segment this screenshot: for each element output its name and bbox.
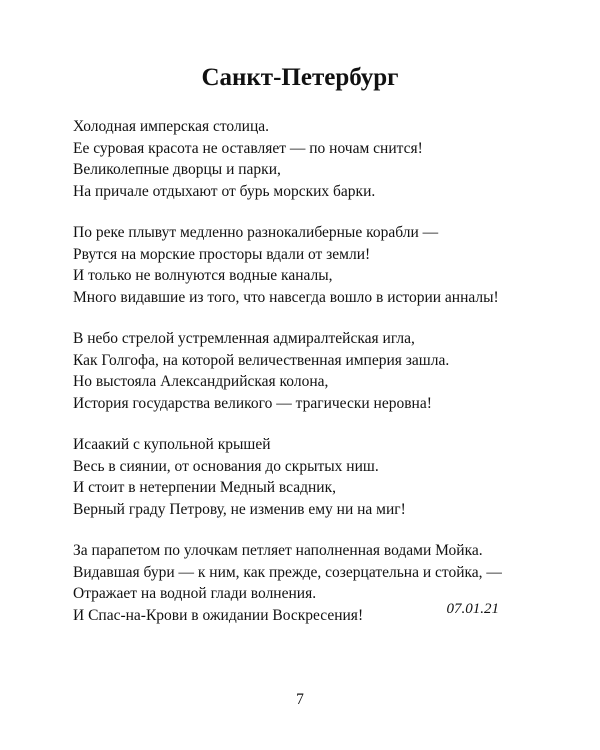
poem-title: Санкт-Петербург [201,64,399,91]
poem-line: И стоит в нетерпении Медный всадник, [73,479,336,496]
poem-line: Отражает на водной глади волнения. [73,585,317,602]
poem-line: Много видавшие из того, что навсегда вошло в истории анналы! [73,288,499,306]
poem-line: На причале отдыхают от бурь морских барки. [73,182,376,200]
poem-line: И Спас-на-Крови в ожидании Воскресения! [73,606,364,624]
stanza-4 [73,434,583,520]
poem-body [73,116,583,646]
stanza-1 [73,116,583,202]
poem-line: Но выстояла Александрийская колона, [73,373,329,390]
poem-line: Рвутся на морские просторы вдали от земли! [73,245,371,263]
poem-line: По реке плывут медленно разнокалиберные корабли — [73,224,439,241]
poem-line: Холодная имперская столица. [73,118,270,135]
poem-line: Видавшая бури — к ним, как прежде, созерцательна и стойка, — [73,563,502,581]
poem-line: За парапетом по улочкам петляет наполненная водами Мойка. [73,542,483,559]
stanza-5 [73,540,583,626]
poem-line: Верный граду Петрову, не изменив ему ни на миг! [73,500,406,518]
poem-date: 07.01.21 [446,601,499,617]
poem-line: История государства великого — трагически неровна! [73,394,432,412]
stanza-2 [73,222,583,308]
poem-line: В небо стрелой устремленная адмиралтейская игла, [73,330,415,347]
poem-line: Исаакий с купольной крышей [73,436,271,453]
stanza-3 [73,328,583,414]
poem-line: И только не волнуются водные каналы, [73,267,333,284]
poem-line: Как Голгофа, на которой величественная империя зашла. [73,351,450,369]
poem-line: Весь в сиянии, от основания до скрытых ниш. [73,457,379,475]
poem-line: Ее суровая красота не оставляет — по ночам снится! [73,139,423,157]
page-number: 7 [296,691,304,708]
poem-line: Великолепные дворцы и парки, [73,161,281,178]
